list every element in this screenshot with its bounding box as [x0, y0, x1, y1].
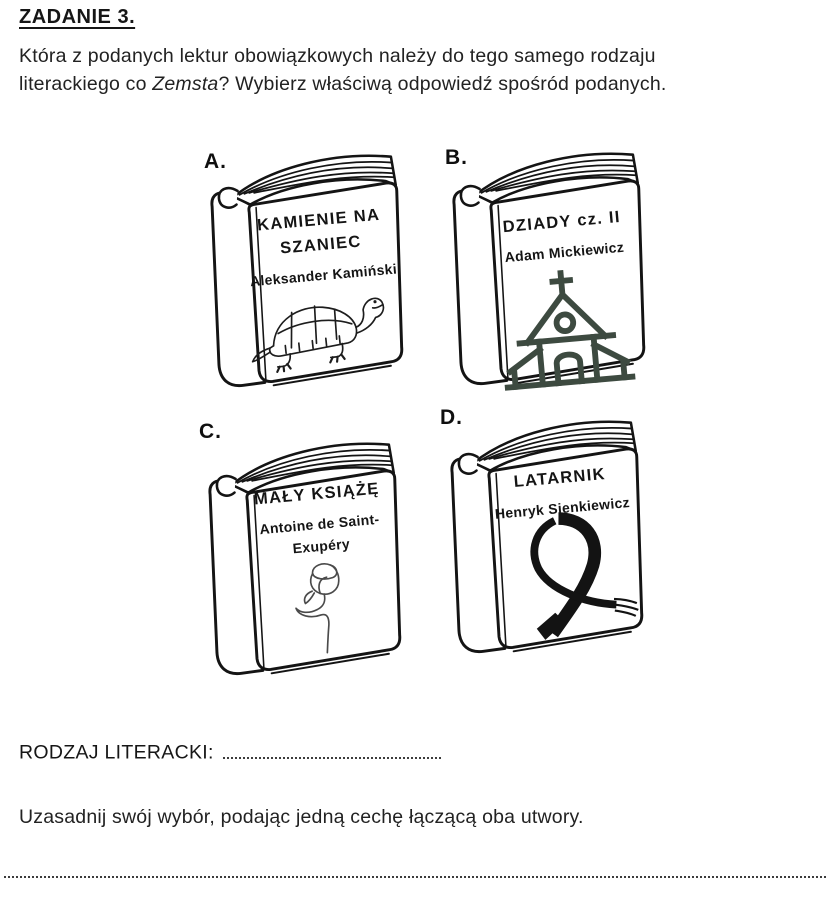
justification-prompt: Uzasadnij swój wybór, podając jedną cechę łączącą oba utwory.: [19, 806, 584, 828]
option-a: [194, 142, 424, 424]
book-b-title: DZIADY cz. II: [501, 207, 622, 237]
question-text: [19, 42, 799, 98]
question-line2-pre: literackiego co: [19, 73, 153, 95]
task-title: ZADANIE 3.: [19, 6, 136, 28]
question-line1: Która z podanych lektur obowiązkowych należy do tego samego rodzaju: [19, 45, 656, 67]
option-b: [436, 136, 666, 418]
book-b-author: Adam Mickiewicz: [504, 238, 625, 266]
book-a-cover-text: [235, 201, 407, 293]
option-d: [434, 394, 664, 676]
genre-answer-blank[interactable]: [223, 738, 441, 759]
book-a-title-line2: SZANIEC: [279, 232, 363, 258]
option-c: [192, 404, 422, 686]
justification-answer-line[interactable]: [4, 862, 826, 878]
genre-label: RODZAJ LITERACKI:: [19, 741, 214, 764]
book-c-graphic: [192, 432, 408, 686]
book-d-title: LATARNIK: [512, 465, 607, 492]
book-b-graphic: [436, 142, 652, 396]
genre-row: [19, 738, 441, 765]
book-a-title-line1: KAMIENIE NA: [256, 205, 381, 235]
option-b-letter: B.: [445, 146, 468, 169]
option-d-letter: D.: [440, 406, 463, 429]
book-a-author: Aleksander Kamiński: [249, 260, 398, 290]
book-c-cover-text: [233, 475, 405, 564]
book-d-graphic: [434, 410, 650, 664]
book-c-author-line2: Exupéry: [292, 535, 351, 557]
book-c-author-line1: Antoine de Saint-: [258, 510, 380, 538]
option-c-letter: C.: [199, 420, 222, 443]
book-c-title: MAŁY KSIĄŻĘ: [253, 479, 381, 509]
question-italic-title: Zemsta: [152, 73, 219, 95]
book-d-author: Henryk Sienkiewicz: [494, 494, 631, 522]
option-a-letter: A.: [204, 150, 227, 173]
question-line2-post: ? Wybierz właściwą odpowiedź spośród podanych.: [218, 73, 667, 95]
